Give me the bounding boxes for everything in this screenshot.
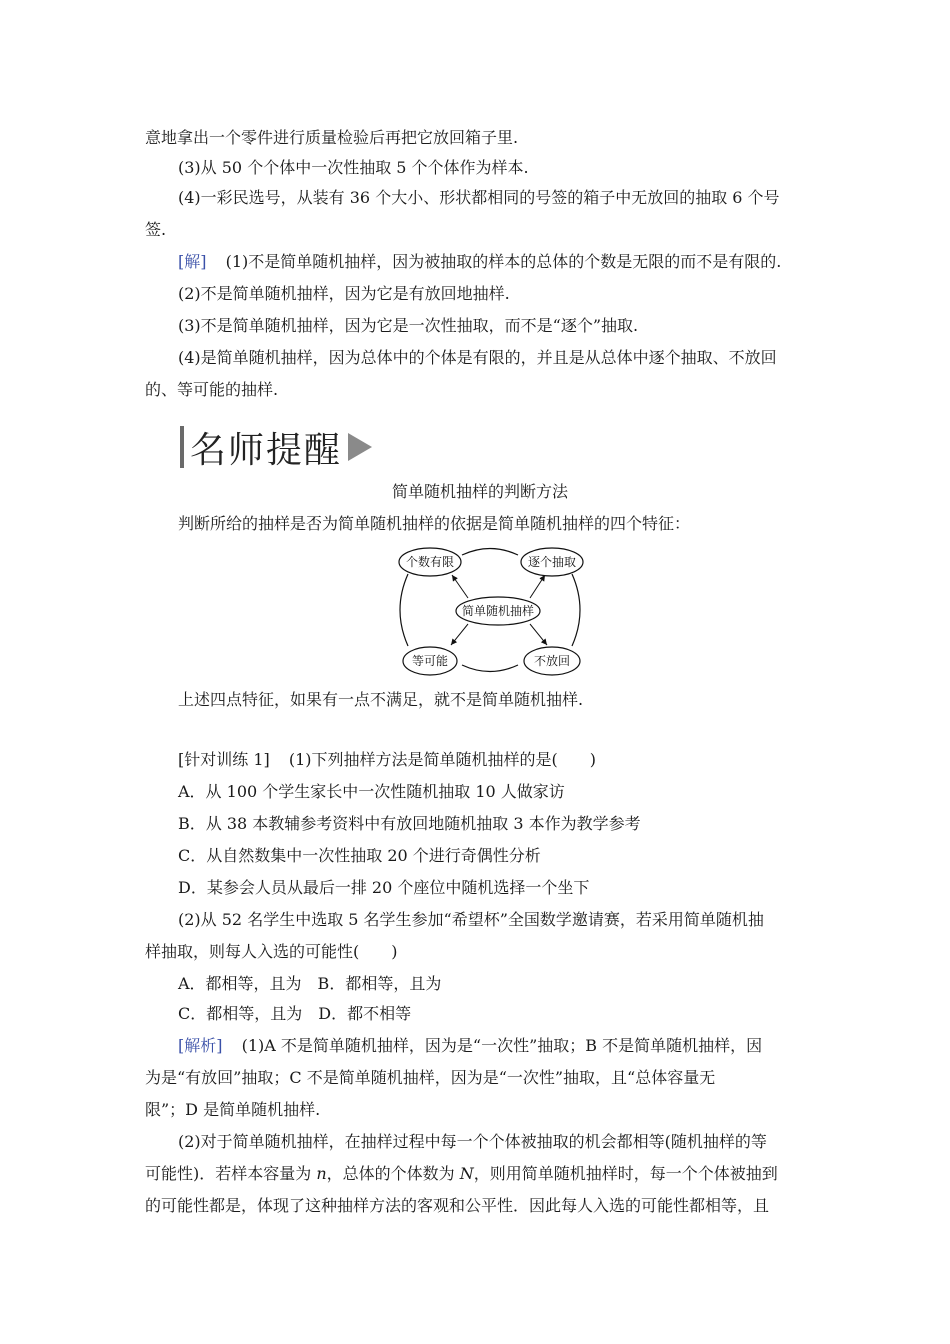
text-run: 可能性)．若样本容量为 (145, 1164, 317, 1183)
arrow-to-bottom-right (530, 624, 547, 645)
option-line: A．都相等，且为 B．都相等，且为 (178, 974, 442, 993)
option-line: D．某参会人员从最后一排 20 个座位中随机选择一个坐下 (178, 878, 590, 897)
paragraph-line: (2)不是简单随机抽样，因为它是有放回地抽样. (178, 284, 510, 303)
option-line: C．从自然数集中一次性抽取 20 个进行奇偶性分析 (178, 846, 541, 865)
analysis-text: (1)A 不是简单随机抽样，因为是“一次性”抽取；B 不是简单随机抽样，因 (241, 1036, 763, 1055)
analysis-line (178, 1036, 848, 1056)
variable-N: N (459, 1164, 474, 1183)
solution-line (178, 252, 848, 272)
paragraph-line: 样抽取，则每人入选的可能性( ) (145, 942, 398, 961)
connector-top (462, 549, 518, 556)
paragraph-line: 意地拿出一个零件进行质量检验后再把它放回箱子里. (145, 128, 519, 147)
paragraph-line: 限”；D 是简单随机抽样. (145, 1100, 321, 1119)
paragraph-line: 的可能性都是，体现了这种抽样方法的客观和公平性．因此每人入选的可能性都相等，且 (145, 1196, 770, 1215)
exercise-question: (1)下列抽样方法是简单随机抽样的是( ) (288, 750, 597, 769)
paragraph-line: (4)是简单随机抽样，因为总体中的个体是有限的，并且是从总体中逐个抽取、不放回 (178, 348, 777, 367)
node-center-label: 简单随机抽样 (461, 604, 535, 618)
paragraph-line: (2)对于简单随机抽样，在抽样过程中每一个个体被抽取的机会都相等(随机抽样的等 (178, 1132, 767, 1151)
option-line: A．从 100 个学生家长中一次性随机抽取 10 人做家访 (178, 782, 565, 801)
paragraph-line: (3)不是简单随机抽样，因为它是一次性抽取，而不是“逐个”抽取. (178, 316, 639, 335)
text-run: ，则用简单随机抽样时，每一个个体被抽到 (473, 1164, 778, 1183)
connector-bottom (462, 665, 518, 672)
solution-text: (1)不是简单随机抽样，因为被抽取的样本的总体的个数是无限的而不是有限的. (225, 252, 782, 271)
node-bottom-right-label: 不放回 (533, 654, 571, 668)
heading-bar (180, 426, 184, 468)
tip-subtitle: 简单随机抽样的判断方法 (391, 482, 568, 501)
paragraph-line (145, 1164, 815, 1184)
paragraph-line: (3)从 50 个个体中一次性抽取 5 个个体作为样本. (178, 158, 529, 177)
connector-left (400, 574, 408, 646)
node-top-right-label: 逐个抽取 (527, 555, 577, 569)
exercise-title: [针对训练 1] (178, 750, 270, 769)
node-bottom-left-label: 等可能 (411, 654, 449, 668)
variable-n: n (316, 1164, 327, 1183)
heading-text: 名师提醒 (190, 429, 343, 471)
section-heading (180, 424, 372, 470)
features-diagram (390, 540, 590, 680)
arrow-to-top-left (452, 575, 468, 598)
tip-intro: 判断所给的抽样是否为简单随机抽样的依据是简单随机抽样的四个特征： (178, 514, 691, 533)
analysis-tag: [解析] (178, 1036, 223, 1055)
paragraph-line: (2)从 52 名学生中选取 5 名学生参加“希望杯”全国数学邀请赛，若采用简单随机抽 (178, 910, 764, 929)
play-arrow-icon (348, 433, 372, 461)
paragraph-line: 的、等可能的抽样. (145, 380, 279, 399)
option-line: C．都相等，且为 D．都不相等 (178, 1004, 412, 1023)
paragraph-line: (4)一彩民选号，从装有 36 个大小、形状都相同的号签的箱子中无放回的抽取 6 个号 (178, 188, 780, 207)
paragraph-line: 为是“有放回”抽取；C 不是简单随机抽样，因为是“一次性”抽取，且“总体容量无 (145, 1068, 716, 1087)
arrow-to-bottom-left (451, 624, 468, 645)
paragraph-line: 签. (145, 220, 167, 239)
connector-right (572, 574, 580, 646)
tip-conclusion: 上述四点特征，如果有一点不满足，就不是简单随机抽样. (178, 690, 584, 709)
text-run: ，总体的个体数为 (326, 1164, 460, 1183)
solution-tag: [解] (178, 252, 207, 271)
exercise-line (178, 750, 848, 770)
arrow-to-top-right (530, 575, 545, 598)
option-line: B．从 38 本教辅参考资料中有放回地随机抽取 3 本作为教学参考 (178, 814, 641, 833)
node-top-left-label: 个数有限 (405, 555, 455, 569)
